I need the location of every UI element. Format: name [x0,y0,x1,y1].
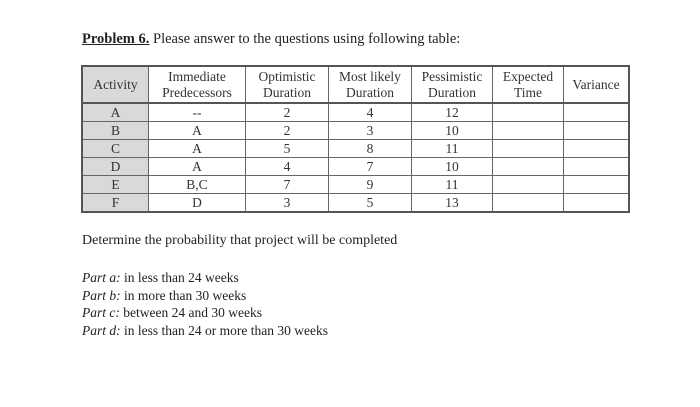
part-b-text: in more than 30 weeks [120,287,247,303]
cell-variance [564,158,630,176]
cell-predecessors: B,C [149,176,246,194]
cell-variance [564,140,630,158]
header-optimistic [246,66,329,103]
table-header-row [82,66,629,103]
question-prompt: Determine the probability that project will be completed [82,233,398,248]
header-most-likely-line2: Duration [346,84,394,100]
cell-predecessors: D [149,194,246,213]
header-most-likely-line1: Most likely [339,68,401,84]
cell-most-likely: 5 [329,194,412,213]
header-most-likely [329,66,412,103]
header-activity [82,66,149,103]
table-row [82,122,629,140]
cell-expected-time [493,176,564,194]
cell-optimistic: 2 [246,122,329,140]
header-pessimistic-line2: Duration [428,84,476,100]
cell-expected-time [493,140,564,158]
header-optimistic-line2: Duration [263,84,311,100]
header-activity-label: Activity [93,76,138,92]
part-c-label: Part c: [82,305,120,320]
table-row [82,176,629,194]
cell-predecessors: A [149,140,246,158]
part-b [82,287,328,305]
cell-most-likely: 9 [329,176,412,194]
cell-predecessors: A [149,158,246,176]
cell-activity: E [82,176,149,194]
cell-optimistic: 4 [246,158,329,176]
header-expected-time [493,66,564,103]
cell-activity: D [82,158,149,176]
cell-pessimistic: 11 [412,140,493,158]
problem-instruction: Please answer to the questions using following table: [149,31,461,47]
header-variance-label: Variance [572,76,620,92]
table-row [82,158,629,176]
header-expected-line1: Expected [502,68,554,84]
header-predecessors-line2: Predecessors [162,84,232,100]
problem-heading [82,31,460,48]
cell-pessimistic: 12 [412,103,493,122]
cell-variance [564,176,630,194]
cell-expected-time [493,158,564,176]
cell-variance [564,122,630,140]
cell-expected-time [493,122,564,140]
part-b-label: Part b: [82,287,121,303]
header-predecessors-line1: Immediate [168,68,226,84]
header-variance [564,66,630,103]
cell-optimistic: 2 [246,103,329,122]
cell-pessimistic: 11 [412,176,493,194]
cell-expected-time [493,103,564,122]
cell-optimistic: 7 [246,176,329,194]
cell-predecessors: -- [149,103,246,122]
cell-optimistic: 3 [246,194,329,213]
cell-activity: F [82,194,149,213]
cell-most-likely: 8 [329,140,412,158]
cell-predecessors: A [149,122,246,140]
part-c-text: between 24 and 30 weeks [119,305,262,320]
cell-pessimistic: 13 [412,194,493,213]
part-d-label: Part d: [82,322,121,338]
part-a [82,269,328,287]
table-row [82,194,629,213]
header-predecessors [149,66,246,103]
cell-most-likely: 7 [329,158,412,176]
cell-pessimistic: 10 [412,122,493,140]
part-d-text: in less than 24 or more than 30 weeks [120,322,328,338]
cell-most-likely: 3 [329,122,412,140]
header-optimistic-line1: Optimistic [258,68,316,84]
part-a-label: Part a: [82,270,121,285]
cell-pessimistic: 10 [412,158,493,176]
header-expected-line2: Time [513,84,542,100]
activity-table [81,65,630,213]
cell-optimistic: 5 [246,140,329,158]
cell-variance [564,103,630,122]
cell-most-likely: 4 [329,103,412,122]
cell-variance [564,194,630,213]
cell-activity: C [82,140,149,158]
cell-activity: A [82,103,149,122]
question-parts [82,269,328,339]
part-c [82,304,328,322]
cell-activity: B [82,122,149,140]
table-row [82,103,629,122]
header-pessimistic [412,66,493,103]
part-a-text: in less than 24 weeks [120,270,239,285]
header-pessimistic-line1: Pessimistic [421,68,483,84]
part-d [82,322,328,340]
cell-expected-time [493,194,564,213]
problem-number: Problem 6. [82,31,150,47]
table-row [82,140,629,158]
